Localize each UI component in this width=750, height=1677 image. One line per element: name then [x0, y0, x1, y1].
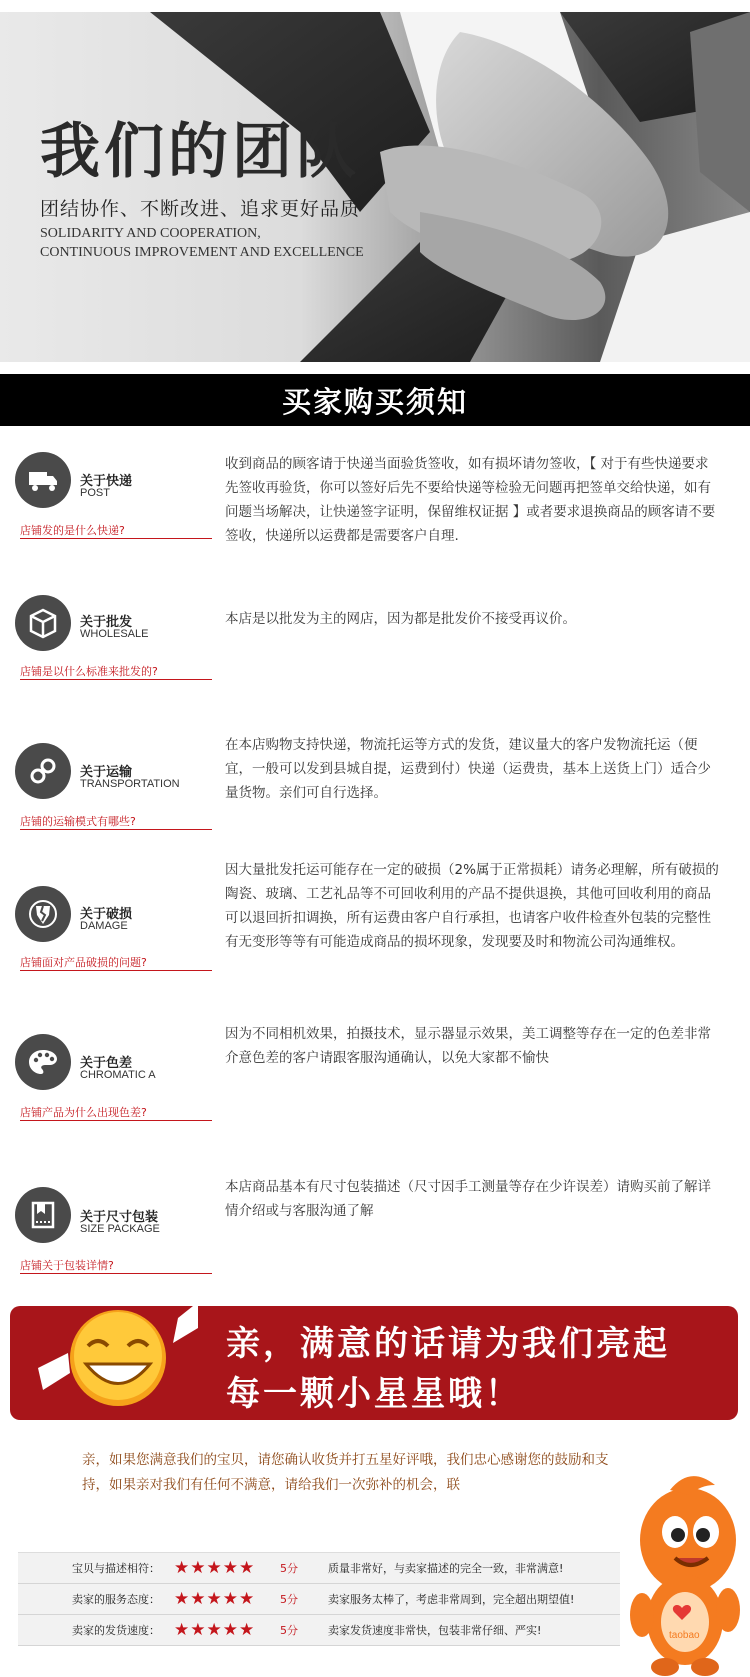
row-title-cn: 关于快递	[80, 474, 133, 489]
star-icon: ★	[222, 1619, 238, 1640]
thumbs-up-smiley-icon	[28, 1298, 198, 1418]
hero-title: 我们的团队	[40, 117, 360, 187]
policy-row-post	[0, 450, 750, 550]
team-hero-banner	[0, 12, 750, 362]
review-request-text: 亲，如果您满意我们的宝贝，请您确认收货并打五星好评哦，我们忠心感谢您的鼓励和支持，如果亲对我们有任何不满意，请给我们一次弥补的机会，联	[82, 1452, 609, 1493]
hero-english-line2: CONTINUOUS IMPROVEMENT AND EXCELLENCE	[40, 245, 364, 260]
policy-row-damage	[0, 858, 750, 978]
hero-english-line1: SOLIDARITY AND COOPERATION,	[40, 226, 261, 241]
star-icon: ★	[239, 1588, 255, 1609]
policy-row-transportation	[0, 733, 750, 833]
row-title-en: SIZE PACKAGE	[80, 1223, 160, 1235]
rating-label: 卖家的发货速度：	[72, 1624, 160, 1637]
row-title-cn: 关于批发	[80, 615, 133, 630]
rating-score: 5分	[280, 1624, 298, 1637]
star-rating	[174, 1588, 274, 1609]
row-question-link[interactable]: 店铺是以什么标准来批发的?	[20, 665, 158, 678]
box-icon	[15, 595, 71, 651]
row-question-link[interactable]: 店铺的运输模式有哪些?	[20, 815, 136, 828]
taobao-mascot-icon	[620, 1470, 750, 1677]
star-icon: ★	[174, 1619, 190, 1640]
star-icon: ★	[239, 1619, 255, 1640]
row-description: 因大量批发托运可能存在一定的破损（2%属于正常损耗）请务必理解，所有破损的陶瓷、玻璃、工艺礼品等不可回收利用的产品不提供退换，其他可回收利用的商品可以退回折扣调换，所有运费由客户自行承担，也请客户收件检查外包装的完整性有无变形等等有可能造成商品的损坏现象，发现要及时和物流公司沟通维权。	[225, 862, 719, 950]
star-icon: ★	[206, 1588, 222, 1609]
star-icon: ★	[222, 1588, 238, 1609]
star-rating	[174, 1557, 274, 1578]
star-rating	[174, 1619, 274, 1640]
palette-icon	[15, 1034, 71, 1090]
row-title-cn: 关于尺寸包装	[80, 1210, 159, 1225]
row-divider	[20, 1273, 212, 1274]
star-icon: ★	[190, 1588, 206, 1609]
star-icon: ★	[239, 1557, 255, 1578]
row-title-cn: 关于破损	[80, 907, 133, 922]
star-icon: ★	[190, 1619, 206, 1640]
row-title-cn: 关于运输	[80, 765, 133, 780]
row-divider	[20, 538, 212, 539]
rating-score: 5分	[280, 1593, 298, 1606]
rating-comment: 卖家发货速度非常快，包装非常仔细、严实!	[328, 1624, 542, 1637]
row-description: 收到商品的顾客请于快递当面验货签收，如有损坏请勿签收，【 对于有些快递要求先签收再验货，你可以签好后先不要给快递等检验无问题再把签单交给快递，如有问题当场解决，让快递签字证明，保留维权证据 】或者要求退换商品的顾客请不要签收，快递所以运费都是需要客户自理.	[225, 456, 716, 544]
star-icon: ★	[174, 1557, 190, 1578]
rating-comment: 卖家服务太棒了，考虑非常周到，完全超出期望值!	[328, 1593, 575, 1606]
banner-line1: 亲，满意的话请为我们亮起	[226, 1324, 670, 1364]
star-icon: ★	[206, 1557, 222, 1578]
transport-icon	[15, 743, 71, 799]
row-divider	[20, 1120, 212, 1121]
row-question-link[interactable]: 店铺发的是什么快递?	[20, 524, 125, 537]
truck-icon	[15, 452, 71, 508]
row-description: 在本店购物支持快递，物流托运等方式的发货，建议量大的客户发物流托运（便宜，一般可以发到县城自提，运费到付）快递（运费贵，基本上送货上门）适合少量货物。亲们可自行选择。	[225, 737, 711, 801]
row-title-en: DAMAGE	[80, 920, 128, 932]
row-question-link[interactable]: 店铺产品为什么出现色差?	[20, 1106, 147, 1119]
buyer-notice-header	[0, 374, 750, 426]
policy-row-size-package	[0, 1175, 750, 1285]
rating-table	[18, 1552, 620, 1646]
row-question-link[interactable]: 店铺面对产品破损的问题?	[20, 956, 147, 969]
policy-row-wholesale	[0, 593, 750, 693]
row-description: 本店是以批发为主的网店，因为都是批发价不接受再议价。	[225, 611, 576, 627]
rating-row	[18, 1615, 620, 1646]
star-icon: ★	[222, 1557, 238, 1578]
banner-line2: 每一颗小星星哦！	[226, 1374, 522, 1414]
row-title-en: CHROMATIC A	[80, 1069, 156, 1081]
star-icon: ★	[190, 1557, 206, 1578]
rating-row	[18, 1553, 620, 1584]
row-question-link[interactable]: 店铺关于包装详情?	[20, 1259, 114, 1272]
broken-shield-icon	[15, 886, 71, 942]
row-title-en: TRANSPORTATION	[80, 778, 180, 790]
row-divider	[20, 679, 212, 680]
policy-row-chromatic	[0, 1022, 750, 1132]
rating-label: 卖家的服务态度：	[72, 1593, 160, 1606]
mascot-label: taobao	[669, 1630, 700, 1641]
row-divider	[20, 829, 212, 830]
rating-label: 宝贝与描述相符：	[72, 1562, 160, 1575]
rating-score: 5分	[280, 1562, 298, 1575]
rating-row	[18, 1584, 620, 1615]
row-title-cn: 关于色差	[80, 1056, 133, 1071]
star-icon: ★	[206, 1619, 222, 1640]
row-title-en: POST	[80, 487, 110, 499]
star-icon: ★	[174, 1588, 190, 1609]
row-divider	[20, 970, 212, 971]
rating-comment: 质量非常好，与卖家描述的完全一致，非常满意!	[328, 1562, 564, 1575]
hero-subtitle: 团结协作、不断改进、追求更好品质	[40, 198, 361, 220]
row-description: 因为不同相机效果，拍摄技术，显示器显示效果，美工调整等存在一定的色差非常介意色差的客户请跟客服沟通确认，以免大家都不愉快	[225, 1026, 711, 1066]
package-size-icon	[15, 1187, 71, 1243]
row-title-en: WHOLESALE	[80, 628, 149, 640]
row-description: 本店商品基本有尺寸包装描述（尺寸因手工测量等存在少许误差）请购买前了解详情介绍或与客服沟通了解	[225, 1179, 711, 1219]
buyer-notice-title: 买家购买须知	[281, 384, 468, 419]
